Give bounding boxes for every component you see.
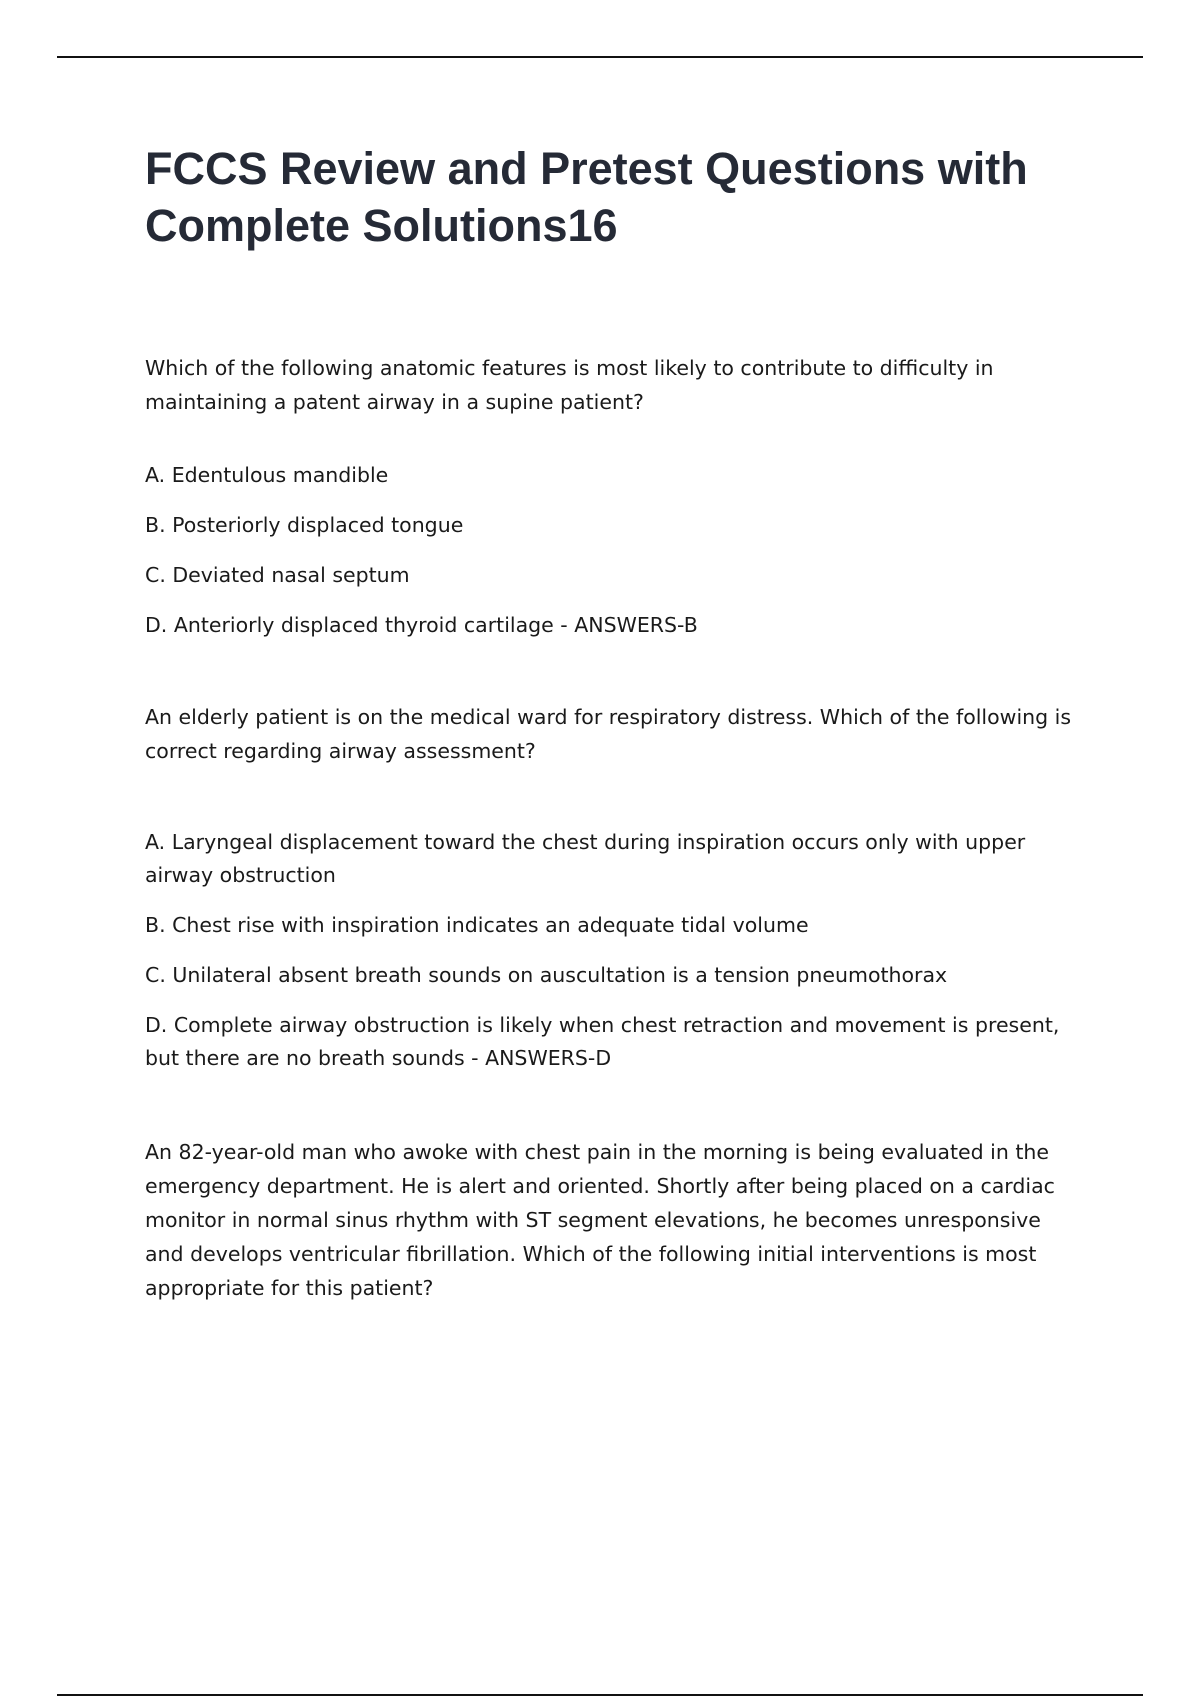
question-3-text: An 82-year-old man who awoke with chest pain in the morning is being evaluated in the emergency department. He is alert and oriented. Shortly after being placed on a cardiac monitor in normal sinus rhythm with ST segment elevations, he becomes unresponsive and develops ventricular fibrillation. Which of the following initial interventions is most appropriate for this patient? xyxy=(145,1140,1055,1300)
document-title: FCCS Review and Pretest Questions with Complete Solutions16 xyxy=(145,143,1028,251)
question-2-option-d: D. Complete airway obstruction is likely when chest retraction and movement is present, but there are no breath sounds - ANSWERS-D xyxy=(145,1013,1060,1070)
top-divider xyxy=(57,56,1143,58)
bottom-divider xyxy=(57,1694,1143,1696)
question-2-option-b: B. Chest rise with inspiration indicates an adequate tidal volume xyxy=(145,913,809,937)
question-1-option-c: C. Deviated nasal septum xyxy=(145,563,410,587)
question-2-option-c: C. Unilateral absent breath sounds on auscultation is a tension pneumothorax xyxy=(145,963,948,987)
question-1-option-d: D. Anteriorly displaced thyroid cartilage - ANSWERS-B xyxy=(145,613,698,637)
question-2-text: An elderly patient is on the medical ward for respiratory distress. Which of the following is correct regarding airway assessment? xyxy=(145,705,1072,763)
question-2-option-a: A. Laryngeal displacement toward the chest during inspiration occurs only with upper airway obstruction xyxy=(145,830,1026,887)
question-1-options xyxy=(145,459,1085,642)
question-1-option-a: A. Edentulous mandible xyxy=(145,463,389,487)
question-1-text: Which of the following anatomic features is most likely to contribute to difficulty in maintaining a patent airway in a supine patient? xyxy=(145,356,994,414)
document-body xyxy=(145,140,1085,1305)
question-2-options xyxy=(145,826,1085,1075)
question-1-option-b: B. Posteriorly displaced tongue xyxy=(145,513,464,537)
